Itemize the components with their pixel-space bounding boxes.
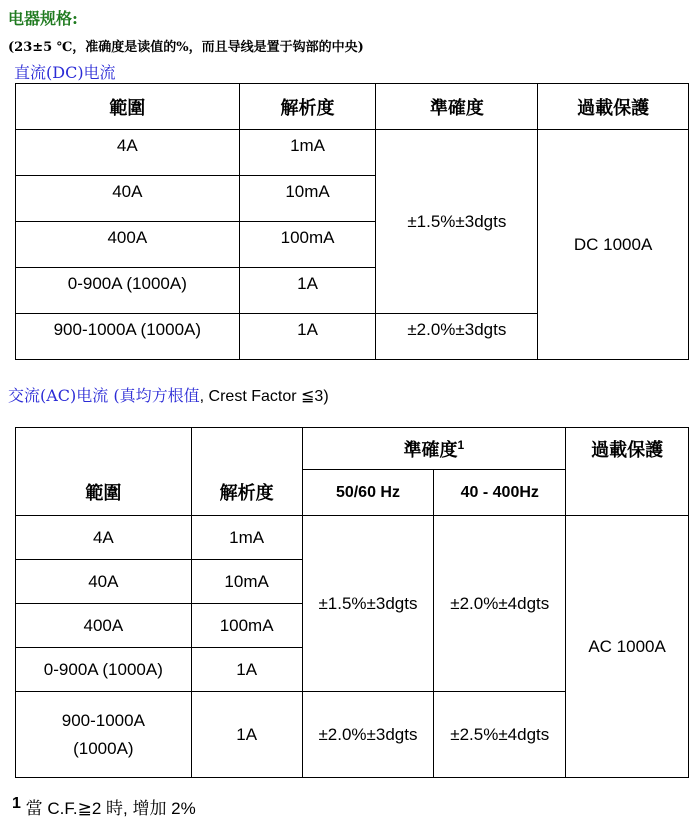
- dc-range: 400A: [16, 222, 240, 268]
- ac-header-overload: 過載保護: [566, 428, 689, 470]
- ac-title: 交流(AC)电流: [8, 386, 109, 405]
- ac-range: 4A: [16, 516, 192, 560]
- ac-accuracy-50-1: ±1.5%±3dgts: [302, 516, 434, 692]
- ac-header-freq-40-400: 40 - 400Hz: [434, 470, 566, 516]
- ac-header-accuracy: 準確度$^1$: [302, 428, 566, 470]
- ac-section-title: [8, 383, 329, 406]
- dc-section-title: 直流(DC)电流: [14, 63, 116, 82]
- ac-spec-table: [15, 427, 689, 778]
- footnote-marker: 1: [12, 795, 21, 812]
- dc-accuracy-2: ±2.0%±3dgts: [376, 314, 538, 360]
- spec-heading: 电器规格:: [8, 9, 78, 28]
- ac-header-range: 範圍: [16, 470, 192, 516]
- ac-range: 40A: [16, 560, 192, 604]
- ac-overload: AC 1000A: [566, 516, 689, 778]
- table-row: [16, 516, 689, 560]
- ac-range: 900-1000A (1000A): [16, 692, 192, 778]
- footnote: [12, 794, 196, 819]
- dc-spec-table: [15, 83, 689, 360]
- ac-resolution: 100mA: [191, 604, 302, 648]
- ac-resolution: 1A: [191, 692, 302, 778]
- dc-resolution: 10mA: [239, 176, 376, 222]
- dc-accuracy-1: ±1.5%±3dgts: [376, 130, 538, 314]
- dc-resolution: 100mA: [239, 222, 376, 268]
- ac-title-sub: , Crest Factor ≦3): [199, 388, 329, 405]
- table-row: [16, 130, 689, 176]
- footnote-text: 當 C.F.≧2 時, 增加 2%: [25, 799, 196, 818]
- condition-note: (23±5 ℃，准确度是读值的%，而且导线是置于钩部的中央): [8, 40, 364, 55]
- dc-range: 0-900A (1000A): [16, 268, 240, 314]
- dc-range: 40A: [16, 176, 240, 222]
- dc-range: 4A: [16, 130, 240, 176]
- dc-resolution: 1A: [239, 314, 376, 360]
- ac-resolution: 1A: [191, 648, 302, 692]
- ac-resolution: 1mA: [191, 516, 302, 560]
- dc-resolution: 1A: [239, 268, 376, 314]
- dc-overload: DC 1000A: [538, 130, 689, 360]
- ac-title-paren: (: [113, 386, 120, 405]
- ac-header-freq-50-60: 50/60 Hz: [302, 470, 434, 516]
- ac-accuracy-footnote-marker: 1: [457, 437, 465, 452]
- ac-resolution: 10mA: [191, 560, 302, 604]
- dc-resolution: 1mA: [239, 130, 376, 176]
- ac-title-note: 真均方根值: [119, 386, 200, 405]
- ac-accuracy-400-1: ±2.0%±4dgts: [434, 516, 566, 692]
- dc-header-resolution: 解析度: [239, 84, 376, 130]
- ac-accuracy-50-2: ±2.0%±3dgts: [302, 692, 434, 778]
- ac-range: 400A: [16, 604, 192, 648]
- dc-header-overload: 過載保護: [538, 84, 689, 130]
- ac-header-resolution: 解析度: [191, 470, 302, 516]
- ac-accuracy-400-2: ±2.5%±4dgts: [434, 692, 566, 778]
- dc-header-accuracy: 準確度: [376, 84, 538, 130]
- dc-range: 900-1000A (1000A): [16, 314, 240, 360]
- ac-range: 0-900A (1000A): [16, 648, 192, 692]
- dc-header-range: 範圍: [16, 84, 240, 130]
